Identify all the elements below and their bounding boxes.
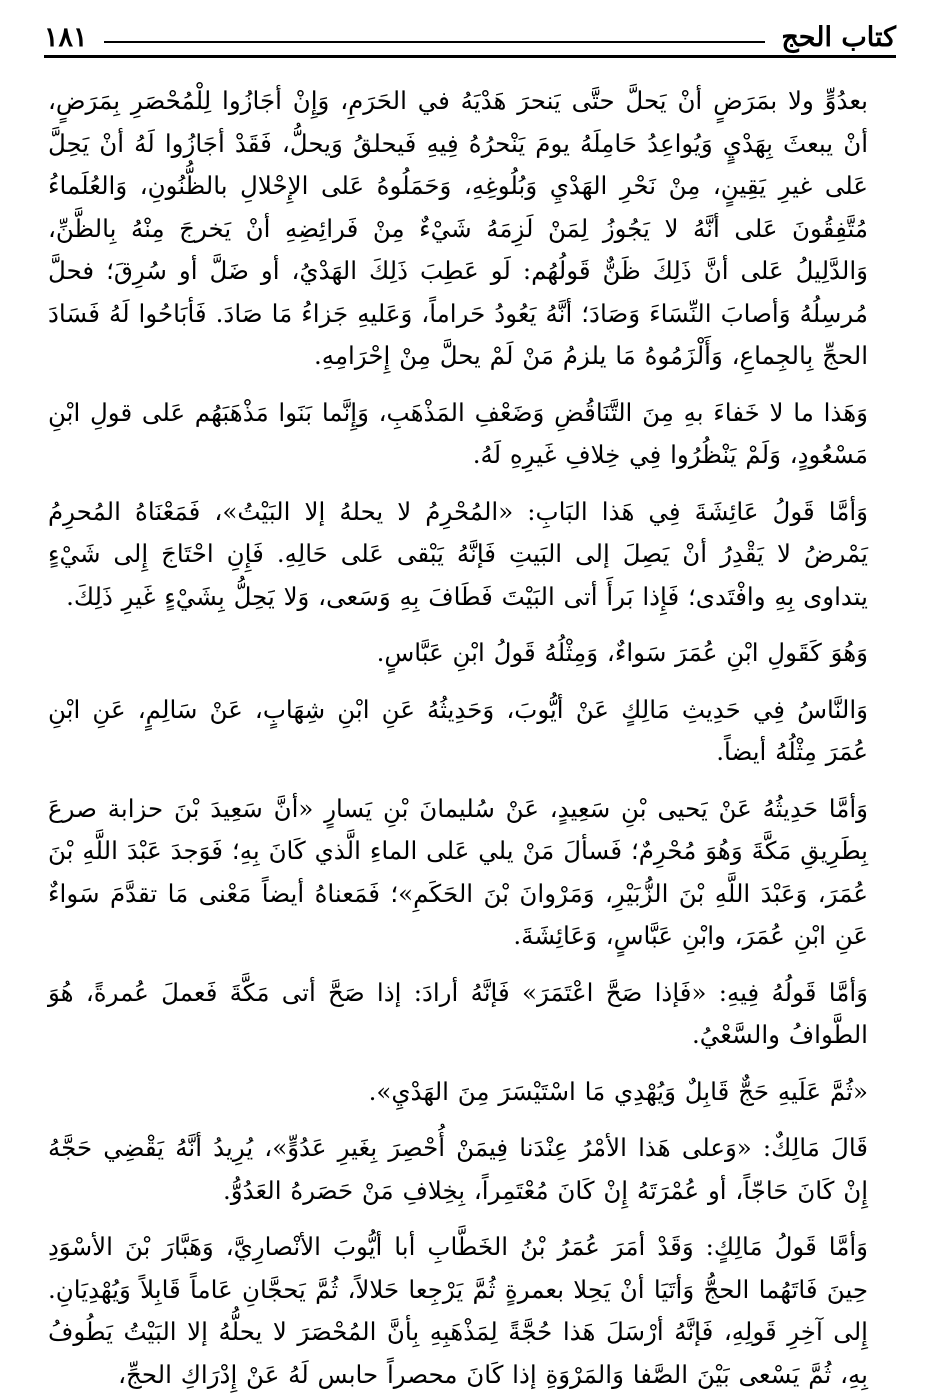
paragraph: وَالنَّاسُ فِي حَدِيثِ مَالِكٍ عَنْ أيُّوبَ، وَحَدِيثُهُ عَنِ ابْنِ شِهَابٍ، عَنْ سَالِمٍ، عَنِ ابْنِ عُمَرَ مِثْلُهُ أيضاً. [48,694,868,766]
paragraph: وَأمَّا قَولُ مَالِكٍ: وَقَدْ أمَرَ عُمَرُ بْنُ الخَطَّابِ أبا أيُّوبَ الأنْصارِيَّ، وَهَبَّارَ بْنَ الأسْوَدِ حِينَ فَاتَهُما الحجُّ وَأتَيَا أنْ يَحِلا بعمرةٍ ثُمَّ يَرْجِعا حَلالاً، ثُمَّ يَحجَّانِ عَاماً قَابِلاً وَيُهْدِيَانِ. إِلى آخِرِ قَولِهِ، فَإنَّهُ أرْسَلَ هَذا حُجَّةً لِمَذْهَبِهِ بِأنَّ المُحْصَرَ لا يحلُّهُ إلا البَيْتُ يَطُوفُ بِهِ، ثُمَّ يَسْعى بَيْنَ الصَّفا وَالمَرْوَةِ إذا كَانَ محصراً حابس لَهُ عَنْ إِدْرَاكِ الحجِّ، [48,1232,868,1389]
paragraph: وَأمَّا قَولُ عَائِشَةَ فِي هَذا البَابِ: «المُحْرِمُ لا يحلهُ إلا البَيْتُ»، فَمَعْنَاهُ المُحرِمُ يَمْرضُ لا يَقْدِرُ أنْ يَصِلَ إلى البَيتِ فَإنَّهُ يَبْقى عَلى حَالِهِ. فَإِنِ احْتَاجَ إِلى شَيْءٍ يتداوى بِهِ وافْتَدى؛ فَإِذا بَرأَ أتى البَيْتَ فَطَافَ بِهِ وَسَعى، وَلا يَحِلُّ بِشَيْءٍ غَيرِ ذَلِكَ. [48,496,868,611]
paragraph: قَالَ مَالِكٌ: «وَعلى هَذا الأمْرُ عِنْدَنا فِيمَنْ أُحْصِرَ بِغَيرِ عَدُوٍّ»، يُرِيدُ أنَّهُ يَقْضِي حَجَّهُ إِنْ كَانَ حَاجّاً، أو عُمْرَتَهُ إِنْ كَانَ مُعْتَمِراً، بِخِلافِ مَنْ حَصَرهُ العَدُوُّ. [48,1133,868,1205]
page-body [48,58,868,1396]
paragraph: بعدُوٍّ ولا بمَرَضٍ أنْ يَحلَّ حتَّى يَنحرَ هَدْيَهُ في الحَرَمِ، وَإِنْ أجَازُوا لِلْمُحْصَرِ بِمَرَضٍ، أنْ يبعثَ بِهَدْيٍ وَيُواعِدُ حَامِلَهُ يومَ يَنْحرُهُ فِيهِ فَيحلقُ وَيحلُّ، فَقَدْ أجَازُوا لَهُ أنْ يَحِلَّ عَلى غيرِ يَقِينٍ، مِنْ نَحْرِ الهَدْيِ وَبُلُوغِهِ، وَحَمَلُوهُ عَلى الإِحْلالِ بالظُّنُونِ، وَالعُلَماءُ مُتَّفِقُونَ عَلى أنَّهُ لا يَجُوزُ لِمَنْ لَزِمَهُ شَيْءٌ مِنْ فَرائِضِهِ أنْ يَخرجَ مِنْهُ بِالظَّنِّ، وَالدَّلِيلُ عَلى أنَّ ذَلِكَ ظَنٌّ قَولُهُم: لَو عَطِبَ ذَلِكَ الهَدْيُ، أو ضَلَّ أو سُرِقَ؛ فحلَّ مُرسِلُهُ وَأصابَ النِّسَاءَ وَصَادَ؛ أنَّهُ يَعُودُ حَراماً، وَعَليهِ جَزاءُ مَا صَادَ. فَأبَاحُوا لَهُ فَسَادَ الحجِّ بِالجِماعِ، وَأَلْزَمُوهُ مَا يلزمُ مَنْ لَمْ يحلَّ مِنْ إِحْرَامِهِ. [48,86,868,370]
paragraph: وَأمَّا قَولُهُ فِيهِ: «فَإذا صَحَّ اعْتَمَرَ» فَإنَّهُ أرادَ: إذا صَحَّ أتى مَكَّةَ فَعملَ عُمرةً، هُوَ الطَّوافُ والسَّعْيُ. [48,977,868,1049]
page-header [44,0,896,58]
page-number: ١٨١ [44,22,88,53]
paragraph: وَأمَّا حَدِيثُهُ عَنْ يَحيى بْنِ سَعِيدٍ، عَنْ سُليمانَ بْنِ يَسارٍ «أنَّ سَعِيدَ بْنَ حزابة صرعَ بِطَرِيقِ مَكَّةَ وَهُوَ مُحْرِمٌ؛ فَسألَ مَنْ يلي عَلى الماءِ الَّذي كَانَ بِهِ؛ فَوَجدَ عَبْدَ اللَّهِ بْنَ عُمَرَ، وَعَبْدَ اللَّهِ بْنَ الزُّبَيْرِ، وَمَرْوانَ بْنَ الحَكَمِ»؛ فَمَعناهُ أيضاً مَعْنى مَا تقدَّمَ سَواءٌ عَنِ ابْنِ عُمَرَ، وابْنِ عَبَّاسٍ، وَعَائِشَةَ. [48,793,868,950]
paragraph: وَهَذا ما لا خَفاءَ بهِ مِنَ التَّنَاقُضِ وَضَعْفِ المَذْهَبِ، وَإِنَّما بَنَوا مَذْهَبَهُم عَلى قولِ ابْنِ مَسْعُودٍ، وَلَمْ يَنْظُرُوا فِي خِلافِ غَيرِهِ لَهُ. [48,397,868,469]
paragraph: وَهُوَ كَقَولِ ابْنِ عُمَرَ سَواءٌ، وَمِثْلُهُ قَولُ ابْنِ عَبَّاسٍ. [376,638,868,667]
header-rule [104,41,766,43]
paragraph: «ثُمَّ عَلَيهِ حَجٌّ قَابِلٌ وَيُهْدِي مَا اسْتَيْسَرَ مِنَ الهَدْيِ». [368,1076,868,1106]
running-title: كتاب الحج [781,22,896,53]
